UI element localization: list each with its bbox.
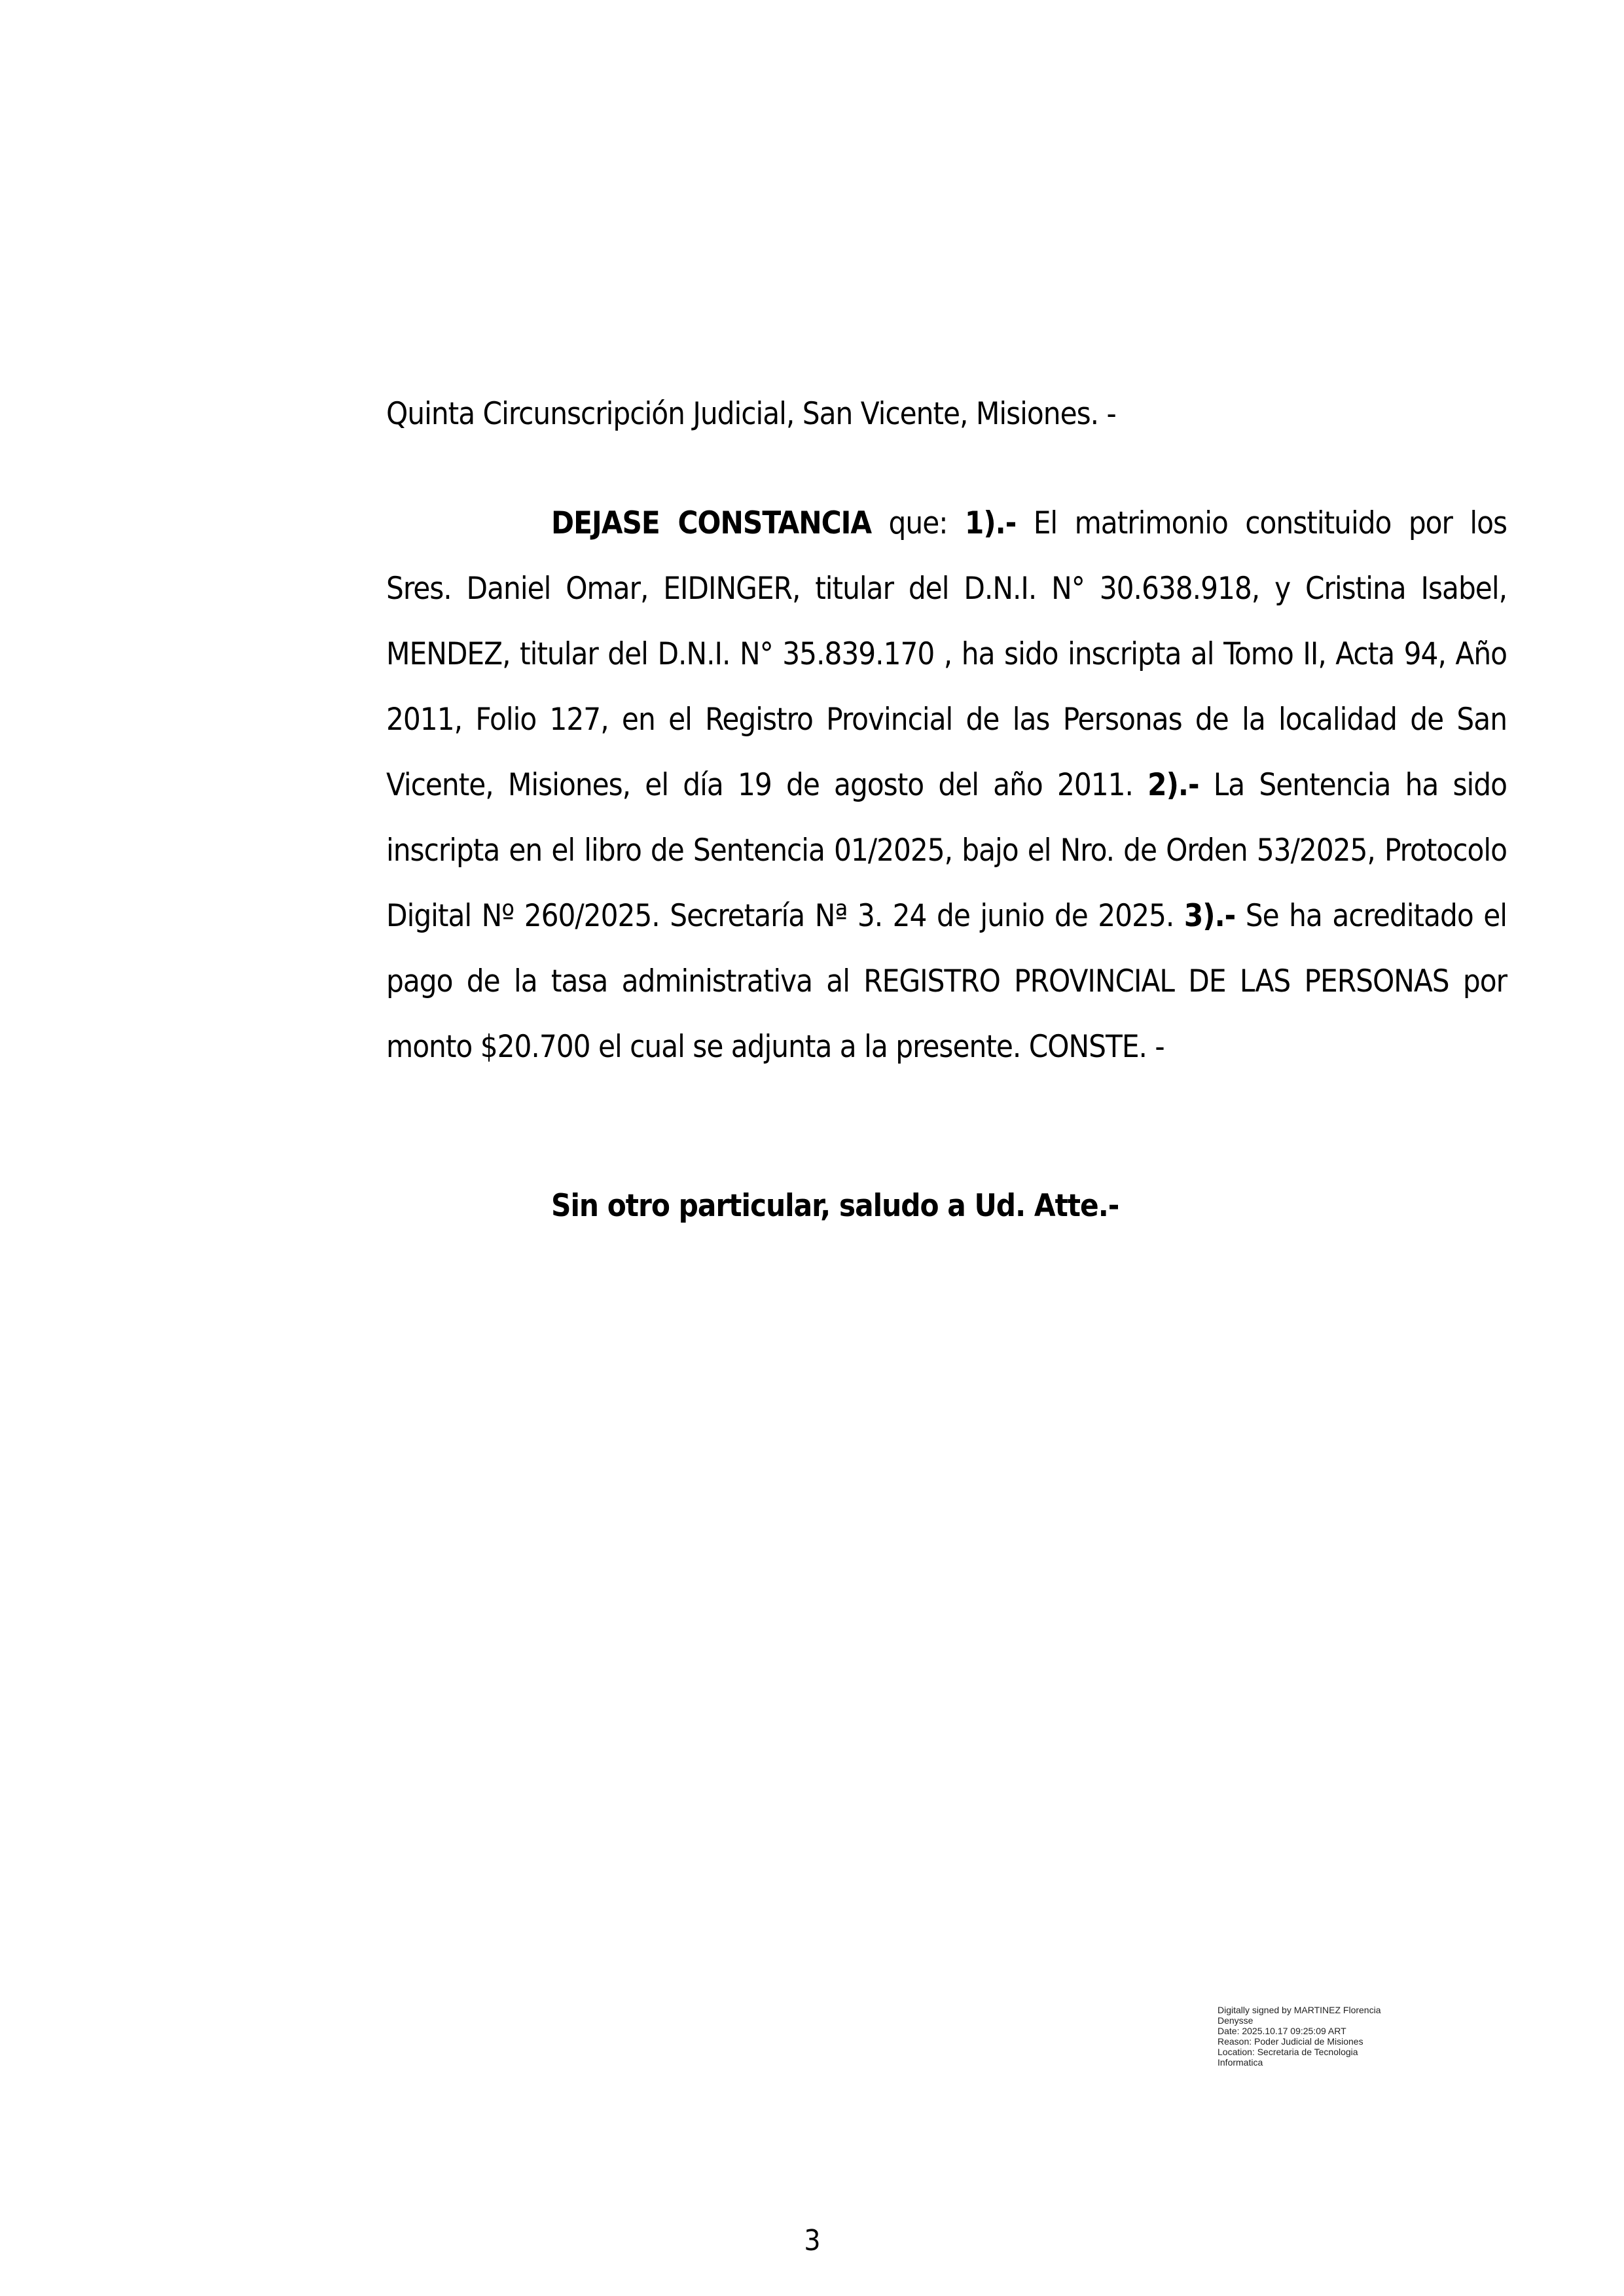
- digital-signature-block: [1218, 2005, 1453, 2068]
- signature-line: Digitally signed by MARTINEZ Florencia: [1218, 2005, 1381, 2015]
- signature-line: Reason: Poder Judicial de Misiones: [1218, 2036, 1363, 2047]
- heading-line: Quinta Circunscripción Judicial, San Vicente, Misiones. -: [386, 396, 1116, 432]
- item3-marker: 3).-: [1183, 898, 1236, 934]
- signature-line: Date: 2025.10.17 09:25:09 ART: [1218, 2026, 1346, 2036]
- signature-line: Informatica: [1218, 2057, 1263, 2068]
- page-number: 3: [804, 2224, 820, 2257]
- closing-line: Sin otro particular, saludo a Ud. Atte.-: [551, 1188, 1119, 1224]
- body-paragraph: [386, 491, 1507, 1080]
- lead-rest: que:: [871, 505, 965, 541]
- lead-bold: DEJASE CONSTANCIA: [551, 505, 872, 541]
- item2-marker: 2).-: [1147, 767, 1199, 803]
- item1-text: El matrimonio constituido por los Sres. Daniel Omar, EIDINGER, titular del D.N.I. N° 30.638.918, y Cristina Isabel, MENDEZ, titular del D.N.I. N° 35.839.170 , ha sido inscripta al Tomo II, Acta 94, Año 2011, Folio 127, en el Registro Provincial de las Personas de la localidad de San Vicente, Misiones, el día 19 de agosto del año 2011.: [386, 505, 1507, 803]
- signature-line: Location: Secretaria de Tecnologia: [1218, 2047, 1358, 2057]
- item1-marker: 1).-: [964, 505, 1017, 541]
- item2-text: La Sentencia ha sido inscripta en el libro de Sentencia 01/2025, bajo el Nro. de Orden 53/2025, Protocolo Digital Nº 260/2025. Secretaría Nª 3. 24 de junio de 2025.: [386, 767, 1507, 934]
- item3-text: Se ha acreditado el pago de la tasa administrativa al REGISTRO PROVINCIAL DE LAS PERSONAS por monto $20.700 el cual se adjunta a la presente. CONSTE. -: [386, 898, 1507, 1065]
- signature-line: Denysse: [1218, 2015, 1254, 2026]
